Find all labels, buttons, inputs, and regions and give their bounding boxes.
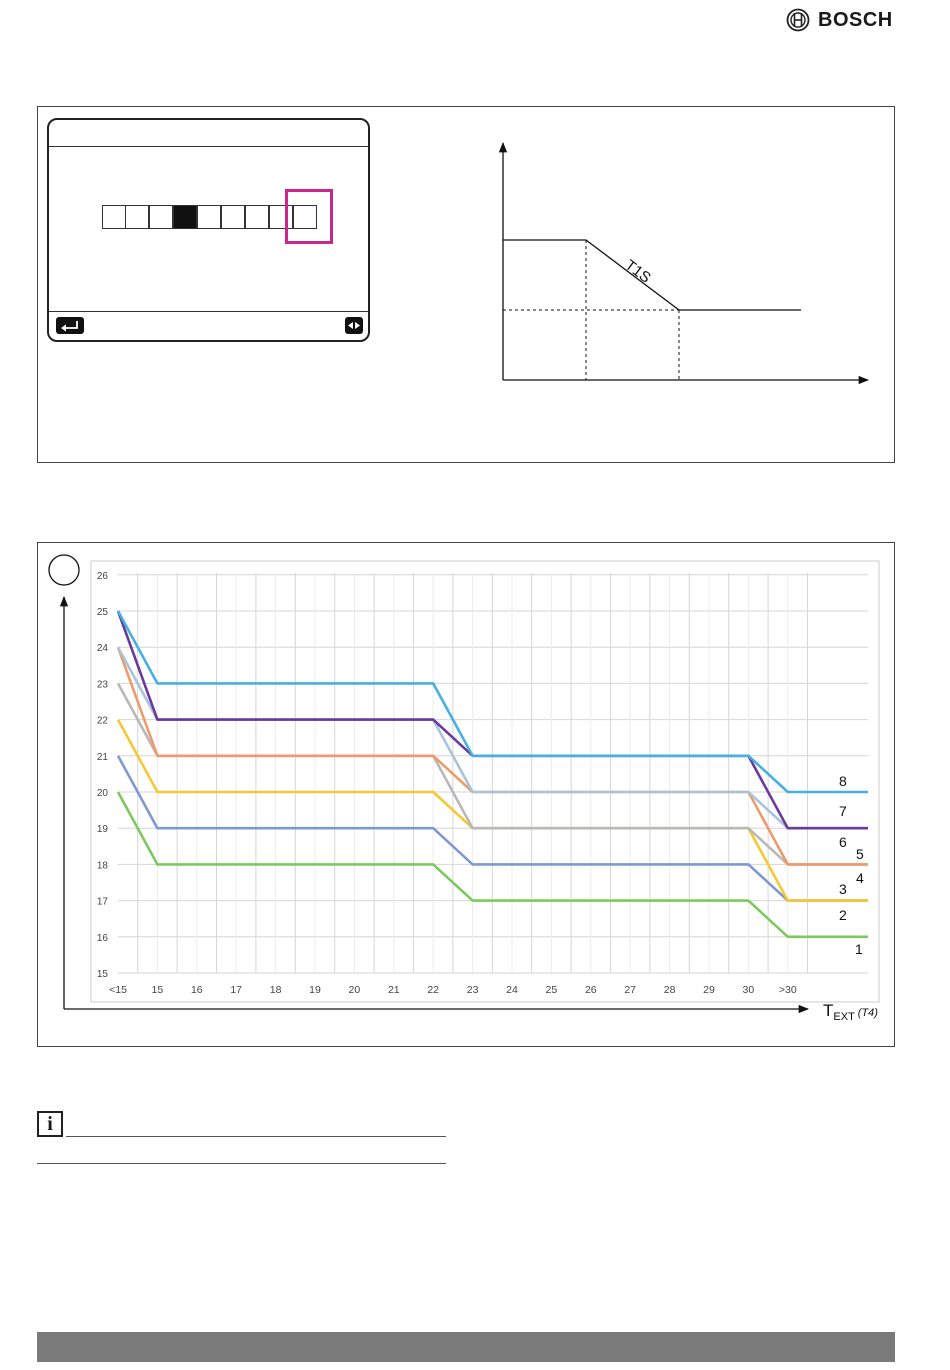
y-tick-label: 25: [96, 607, 108, 618]
heating-curve-chart: [38, 543, 894, 1046]
brand-name: BOSCH: [818, 8, 893, 31]
y-tick-label: 23: [96, 679, 108, 691]
footer-bar: [37, 1332, 895, 1362]
indicator-cell: [149, 205, 173, 229]
indicator-cell: [125, 205, 149, 229]
note-top-rule: [66, 1136, 446, 1137]
y-tick-label: 16: [96, 932, 108, 944]
curve-number-label: 6: [839, 834, 847, 850]
indicator-cell: [197, 205, 221, 229]
x-tick-label: 21: [387, 984, 400, 996]
y-tick-label: 19: [96, 824, 108, 836]
indicator-cell: [245, 205, 269, 229]
x-tick-label: 24: [506, 984, 518, 996]
y-tick-label: 15: [96, 969, 108, 980]
x-tick-label: >30: [778, 984, 797, 996]
curve-number-label: 7: [839, 803, 847, 819]
y-tick-label: 26: [96, 570, 108, 582]
curve-number-label: 2: [839, 907, 847, 923]
series-line-8: [118, 611, 868, 792]
x-tick-label: 28: [663, 984, 676, 996]
t1s-schematic-graph: [490, 135, 875, 395]
curve-number-label: 3: [839, 881, 847, 897]
info-icon: i: [37, 1111, 63, 1137]
brand-logo: [786, 8, 893, 32]
enter-icon: [56, 317, 84, 334]
x-tick-label: 25: [545, 984, 558, 996]
x-tick-label: 27: [624, 984, 637, 996]
y-tick-label: 21: [96, 751, 108, 763]
series-line-4: [118, 683, 868, 864]
t1s-label: T1S: [621, 256, 654, 287]
curve-number-label: 1: [855, 941, 863, 957]
x-axis-label: $T_{EXT}$ $^{(T4)}$: [823, 1001, 878, 1023]
series-line-6: [118, 647, 868, 828]
x-tick-label: 17: [230, 984, 243, 996]
y-tick-label: 24: [96, 643, 108, 655]
y-tick-label: 17: [96, 896, 108, 908]
indicator-cell: [221, 205, 245, 229]
y-tick-label: 20: [96, 788, 108, 799]
selection-highlight: [285, 189, 333, 244]
figure-marker-circle: [49, 555, 79, 585]
curve-number-label: 4: [856, 870, 864, 886]
x-tick-label: 20: [348, 984, 361, 996]
display-header-divider: [49, 146, 368, 147]
plot-area-frame: [91, 561, 879, 1002]
curve-number-label: 8: [839, 773, 847, 789]
y-tick-label: 22: [96, 715, 108, 727]
left-right-arrows-icon: [345, 317, 363, 334]
x-tick-label: <15: [109, 984, 127, 996]
indicator-cell: [102, 205, 126, 229]
note-bottom-rule: [37, 1163, 446, 1164]
x-tick-label: 22: [427, 984, 440, 996]
display-footer-divider: [49, 311, 368, 312]
indicator-cell-active: [173, 205, 197, 229]
x-tick-label: 19: [309, 984, 321, 996]
x-tick-label: 16: [190, 984, 203, 996]
x-tick-label: 18: [269, 984, 282, 996]
series-line-3: [118, 720, 868, 901]
x-tick-label: 30: [742, 984, 755, 996]
enter-button[interactable]: [56, 317, 84, 334]
navigate-button[interactable]: [345, 317, 363, 334]
x-tick-label: 29: [703, 984, 715, 996]
bosch-logo-icon: [786, 8, 810, 32]
x-tick-label: 23: [466, 984, 479, 996]
x-tick-label: 26: [584, 984, 597, 996]
x-tick-label: 15: [151, 984, 164, 996]
curve-number-label: 5: [856, 846, 864, 862]
y-tick-label: 18: [96, 860, 108, 872]
